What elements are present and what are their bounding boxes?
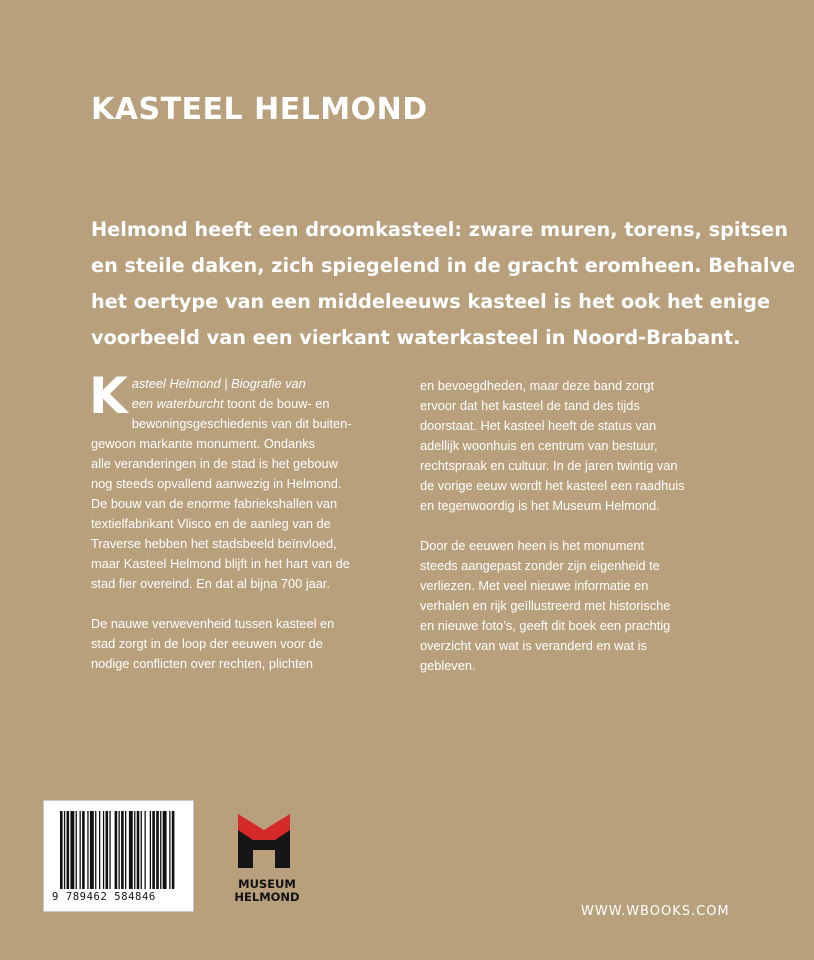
- barcode-bar: [152, 811, 155, 889]
- lead-line: en steile daken, zich spiegelend in de gracht eromheen. Behalve: [91, 254, 796, 277]
- barcode-bar: [129, 811, 133, 889]
- body-paragraph: [420, 536, 704, 676]
- lead-line: het oertype van een middeleeuws kasteel is het ook het enige: [91, 290, 771, 313]
- barcode-bar: [80, 811, 81, 889]
- body-line: [91, 394, 375, 414]
- body-line: verhalen en rijk geïllustreerd met historische: [420, 598, 671, 613]
- body-line: stad fier overeind. En dat al bijna 700 jaar.: [91, 576, 331, 591]
- barcode-bar: [115, 811, 118, 889]
- body-line: en bevoegdheden, maar deze band zorgt: [420, 378, 655, 393]
- body-line: alle veranderingen in de stad is het gebouw: [91, 456, 338, 471]
- logo-line-museum: MUSEUM: [238, 877, 296, 891]
- body-line: Traverse hebben het stadsbeeld beïnvloed,: [91, 536, 337, 551]
- body-line: Door de eeuwen heen is het monument: [420, 538, 645, 553]
- barcode-bar: [163, 811, 167, 889]
- logo-line-helmond: HELMOND: [234, 890, 300, 904]
- body-text: toont de bouw- en: [223, 396, 330, 411]
- body-paragraph: [91, 614, 375, 674]
- body-line: ervoor dat het kasteel de tand des tijds: [420, 398, 640, 413]
- barcode-bar: [156, 811, 159, 889]
- body-line: doorstaat. Het kasteel heeft de status van: [420, 418, 657, 433]
- body-line: verliezen. Met veel nieuwe informatie en: [420, 578, 649, 593]
- barcode-bar: [137, 811, 140, 889]
- publisher-website: WWW.WBOOKS.COM: [581, 904, 730, 919]
- logo-crossbar: [253, 840, 275, 850]
- barcode-bar: [121, 811, 124, 889]
- body-line: de vorige eeuw wordt het kasteel een raadhuis: [420, 478, 685, 493]
- barcode-bar: [134, 811, 135, 889]
- body-line: stad zorgt in de loop der eeuwen voor de: [91, 636, 323, 651]
- body-column-left: [89, 367, 375, 694]
- barcode-bar: [106, 811, 109, 889]
- barcode-bar: [145, 811, 146, 889]
- barcode-bar: [90, 811, 94, 889]
- body-paragraph: [89, 367, 375, 594]
- body-line: nog steeds opvallend aanwezig in Helmond.: [91, 476, 342, 491]
- lead-paragraph: [91, 212, 796, 356]
- barcode-bar: [67, 811, 70, 889]
- barcode-bar: [99, 811, 100, 889]
- museum-helmond-logo-icon: [234, 810, 294, 872]
- lead-line: Helmond heeft een droomkasteel: zware muren, torens, spitsen: [91, 218, 788, 241]
- body-line: bewoningsgeschiedenis van dit buiten-: [131, 416, 352, 431]
- barcode-bar: [103, 811, 104, 889]
- body-line: overzicht van wat is veranderd en wat is: [420, 638, 647, 653]
- isbn-barcode: [43, 800, 194, 912]
- body-line: De bouw van de enorme fabriekshallen van: [91, 496, 338, 511]
- body-line: gewoon markante monument. Ondanks: [91, 436, 316, 451]
- book-subtitle-italic: een waterburcht: [131, 396, 224, 411]
- barcode-bar: [87, 811, 88, 889]
- body-line: steeds aangepast zonder zijn eigenheid te: [420, 558, 660, 573]
- barcode-bar: [141, 811, 142, 889]
- body-line: [91, 374, 375, 394]
- barcode-bar: [76, 811, 77, 889]
- barcode-bar: [70, 811, 74, 889]
- barcode-bar: [169, 811, 170, 889]
- barcode-bar: [172, 811, 175, 889]
- body-line: textielfabrikant Vlisco en de aanleg van de: [91, 516, 331, 531]
- lead-line: voorbeeld van een vierkant waterkasteel in Noord-Brabant.: [91, 326, 741, 349]
- barcode-bars: [60, 811, 180, 891]
- isbn-number: 9 789462 584846: [52, 891, 156, 903]
- body-line: rechtspraak en cultuur. In de jaren twintig van: [420, 458, 678, 473]
- drop-cap: K: [89, 367, 128, 425]
- barcode-bar: [150, 811, 151, 889]
- barcode-bar: [119, 811, 120, 889]
- museum-logo-text: [226, 878, 308, 904]
- body-line: De nauwe verwevenheid tussen kasteel en: [91, 616, 335, 631]
- body-paragraph: [420, 376, 704, 516]
- body-column-right: [420, 376, 704, 696]
- barcode-bar: [125, 811, 126, 889]
- barcode-bar: [60, 811, 63, 889]
- book-subtitle-italic: asteel Helmond | Biografie van: [131, 376, 306, 391]
- barcode-bar: [95, 811, 96, 889]
- body-line: en nieuwe foto’s, geeft dit boek een prachtig: [420, 618, 671, 633]
- barcode-bar: [82, 811, 85, 889]
- body-line: maar Kasteel Helmond blijft in het hart van de: [91, 556, 350, 571]
- body-line: en tegenwoordig is het Museum Helmond.: [420, 498, 660, 513]
- body-line: nodige conflicten over rechten, plichten: [91, 656, 313, 671]
- body-line: adellijk woonhuis en centrum van bestuur,: [420, 438, 658, 453]
- barcode-bar: [160, 811, 161, 889]
- body-line: gebleven.: [420, 658, 476, 673]
- barcode-bar: [109, 811, 110, 889]
- book-title: KASTEEL HELMOND: [91, 92, 428, 127]
- barcode-bar: [64, 811, 65, 889]
